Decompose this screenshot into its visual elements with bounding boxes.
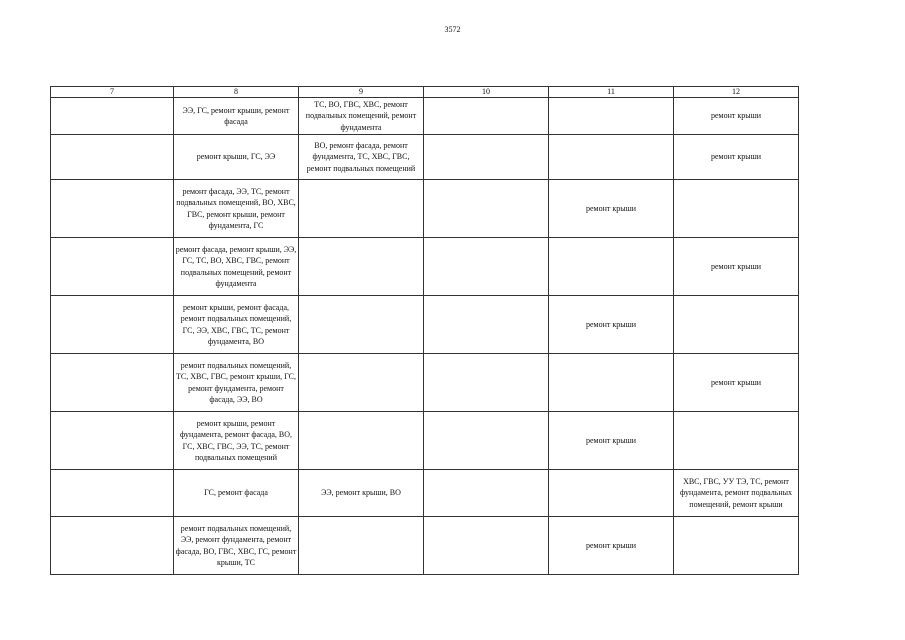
table-cell	[549, 135, 674, 180]
data-table	[50, 86, 799, 575]
table-row	[51, 180, 799, 238]
table-cell: ремонт подвальных помещений, ЭЭ, ремонт фундамента, ремонт фасада, ВО, ГВС, ХВС, ГС, ремонт крыши, ТС	[174, 517, 299, 575]
table-cell: ремонт фасада, ремонт крыши, ЭЭ, ГС, ТС, ВО, ХВС, ГВС, ремонт подвальных помещений, ремонт фундамента	[174, 238, 299, 296]
table-cell: ремонт крыши	[549, 412, 674, 470]
table-cell	[299, 180, 424, 238]
table-cell: ремонт крыши	[674, 135, 799, 180]
table-cell: ремонт крыши	[674, 354, 799, 412]
table-cell	[424, 296, 549, 354]
table-row	[51, 470, 799, 517]
column-header: 8	[174, 87, 299, 98]
table-cell: ремонт крыши	[549, 296, 674, 354]
table-row	[51, 517, 799, 575]
table-cell	[51, 98, 174, 135]
table-cell	[424, 517, 549, 575]
table-cell: ремонт крыши, ремонт фасада, ремонт подвальных помещений, ГС, ЭЭ, ХВС, ГВС, ТС, ремонт фундамента, ВО	[174, 296, 299, 354]
table-cell: ЭЭ, ремонт крыши, ВО	[299, 470, 424, 517]
table-row	[51, 98, 799, 135]
table-cell	[299, 238, 424, 296]
table-cell: ремонт крыши	[674, 238, 799, 296]
column-header: 10	[424, 87, 549, 98]
table-cell	[51, 296, 174, 354]
table-row	[51, 412, 799, 470]
table-cell: ВО, ремонт фасада, ремонт фундамента, ТС, ХВС, ГВС, ремонт подвальных помещений	[299, 135, 424, 180]
table-cell: ремонт подвальных помещений, ТС, ХВС, ГВС, ремонт крыши, ГС, ремонт фундамента, ремонт фасада, ЭЭ, ВО	[174, 354, 299, 412]
table-cell	[674, 180, 799, 238]
table-cell	[424, 180, 549, 238]
table-cell	[299, 517, 424, 575]
table-cell	[549, 354, 674, 412]
table-cell: ТС, ВО, ГВС, ХВС, ремонт подвальных помещений, ремонт фундамента	[299, 98, 424, 135]
table-row	[51, 296, 799, 354]
table-cell	[424, 98, 549, 135]
table-cell	[51, 517, 174, 575]
header-row	[51, 87, 799, 98]
table-cell	[549, 470, 674, 517]
table-cell	[674, 296, 799, 354]
table-cell	[424, 354, 549, 412]
table-row	[51, 354, 799, 412]
table-cell	[299, 412, 424, 470]
table-row	[51, 135, 799, 180]
table-cell	[674, 517, 799, 575]
table-cell	[51, 354, 174, 412]
table-row	[51, 238, 799, 296]
table-cell	[424, 135, 549, 180]
table-cell	[299, 354, 424, 412]
table-cell: ремонт крыши, ГС, ЭЭ	[174, 135, 299, 180]
table-cell: ремонт крыши	[549, 180, 674, 238]
table-cell	[51, 412, 174, 470]
table-cell	[51, 180, 174, 238]
column-header: 12	[674, 87, 799, 98]
table-cell	[424, 412, 549, 470]
table-cell	[549, 98, 674, 135]
table-cell	[549, 238, 674, 296]
table-cell: ремонт фасада, ЭЭ, ТС, ремонт подвальных помещений, ВО, ХВС, ГВС, ремонт крыши, ремонт фундамента, ГС	[174, 180, 299, 238]
table-cell	[51, 135, 174, 180]
table-cell: ремонт крыши	[674, 98, 799, 135]
table-cell	[424, 238, 549, 296]
column-header: 7	[51, 87, 174, 98]
table-cell	[674, 412, 799, 470]
column-header: 11	[549, 87, 674, 98]
table-cell: ХВС, ГВС, УУ ТЭ, ТС, ремонт фундамента, ремонт подвальных помещений, ремонт крыши	[674, 470, 799, 517]
table-cell	[299, 296, 424, 354]
table-cell: ЭЭ, ГС, ремонт крыши, ремонт фасада	[174, 98, 299, 135]
table-cell	[51, 238, 174, 296]
column-header: 9	[299, 87, 424, 98]
table-cell	[51, 470, 174, 517]
table-cell: ремонт крыши, ремонт фундамента, ремонт фасада, ВО, ГС, ХВС, ГВС, ЭЭ, ТС, ремонт подвальных помещений	[174, 412, 299, 470]
table-cell	[424, 470, 549, 517]
table-cell: ремонт крыши	[549, 517, 674, 575]
table-cell: ГС, ремонт фасада	[174, 470, 299, 517]
page-number: 3572	[444, 25, 461, 34]
